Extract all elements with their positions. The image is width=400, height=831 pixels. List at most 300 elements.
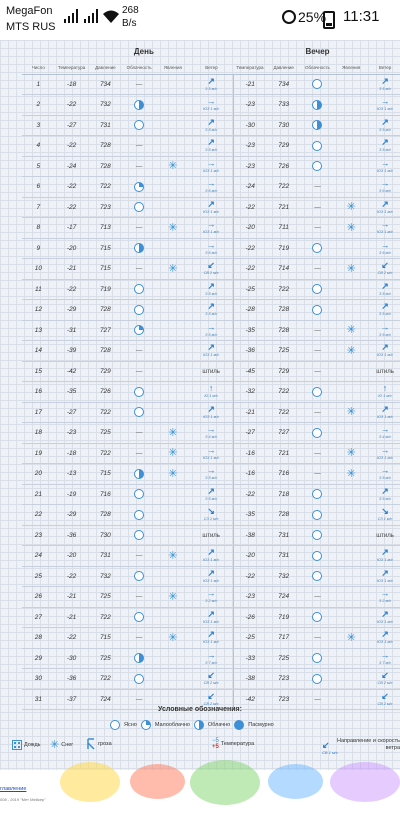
legend-rain: Дождь [24,742,41,748]
day-pressure: 728 [88,136,122,157]
no-cloud-dash: — [135,552,143,560]
snow-icon: ✳ [168,549,178,562]
evening-pressure: 729 [267,136,301,157]
wind-label: ЮЗ 1 м/с [203,640,220,645]
storm-icon [86,738,96,750]
wind-label: ЮЗ 1 м/с [377,640,394,645]
wind-cell [368,548,400,563]
day-wind [190,95,233,116]
wind-arrow-icon: ↙ [381,670,389,681]
wind-cell [368,446,400,461]
day-cloudiness [122,341,156,362]
wind-arrow-icon: ↘ [381,506,389,517]
day-temperature: -20 [55,546,89,567]
wind-arrow-icon: ↗ [381,485,389,496]
day-number: 3 [22,115,55,136]
evening-phenomena [334,156,368,177]
evening-phenomena [334,361,368,382]
wind-cell [190,425,233,440]
wind-cell [190,446,233,461]
day-phenomena [156,566,190,587]
evening-cloudiness [301,628,335,649]
day-pressure: 725 [88,423,122,444]
day-number: 18 [22,423,55,444]
table-row [22,156,400,177]
legend-temperature: Температура [220,741,255,747]
wind-cell [368,343,400,358]
evening-wind [368,628,400,649]
evening-wind [368,197,400,218]
day-phenomena [156,648,190,669]
evening-cloudiness [301,607,335,628]
evening-phenomena [334,115,368,136]
day-pressure: 727 [88,320,122,341]
evening-phenomena [334,566,368,587]
wind-arrow-icon: → [380,588,390,599]
day-cloudiness [122,197,156,218]
day-phenomena [156,300,190,321]
evening-wind [368,464,400,485]
decor-splash-red [130,764,185,799]
day-wind [190,423,233,444]
wind-cell [368,405,400,420]
day-number: 29 [22,648,55,669]
evening-temperature: -25 [233,279,267,300]
snow-icon: ✳ [346,262,356,275]
day-phenomena [156,341,190,362]
table-row [22,74,400,95]
no-cloud-dash: — [314,183,321,191]
overcast-icon [234,720,244,730]
evening-pressure: 722 [267,279,301,300]
evening-pressure: 724 [267,587,301,608]
evening-temperature: -38 [233,525,267,546]
wind-cell [190,589,233,604]
evening-wind [368,238,400,259]
evening-cloudiness [301,95,335,116]
wind-cell [190,548,233,563]
wind-label: З 5 м/с [379,86,392,91]
evening-pressure: 731 [267,546,301,567]
evening-phenomena [334,648,368,669]
day-wind [190,320,233,341]
day-pressure: 715 [88,628,122,649]
evening-cloudiness [301,197,335,218]
footer [0,770,400,831]
clear-icon [134,202,144,212]
wind-arrow-icon: ↗ [381,137,389,148]
wind-cell [368,692,400,707]
wind-arrow-icon: → [380,649,390,660]
wind-label: З 6 м/с [205,189,218,194]
clear-icon [110,720,120,730]
evening-phenomena [334,136,368,157]
wind-label: Ю 1 м/с [378,394,392,399]
wind-cell [190,282,233,297]
evening-phenomena [334,628,368,649]
evening-cloudiness [301,320,335,341]
day-number: 2 [22,95,55,116]
day-pressure: 732 [88,566,122,587]
legend-cloudiness [110,720,274,730]
table-row [22,341,400,362]
wind-calm: штиль [376,532,394,539]
wind-sample-icon: ↙ [322,739,330,750]
table-row [22,115,400,136]
evening-phenomena [334,320,368,341]
day-number: 17 [22,402,55,423]
day-temperature: -29 [55,505,89,526]
snow-icon: ✳ [168,160,178,173]
day-wind [190,566,233,587]
day-pressure: 729 [88,361,122,382]
wind-cell [368,282,400,297]
wind-label: Ю 1 м/с [204,394,218,399]
wind-cell [190,466,233,481]
day-phenomena [156,238,190,259]
snow-icon: ✳ [168,467,178,480]
evening-temperature: -25 [233,628,267,649]
day-cloudiness [122,279,156,300]
signal-icon-2 [84,9,98,23]
clear-icon [312,387,322,397]
day-wind [190,218,233,239]
day-temperature: -22 [55,279,89,300]
wind-label: ЮЗ 1 м/с [377,558,394,563]
wind-label: СВ 2 м/с [203,701,219,706]
battery-fill [326,23,332,27]
legend-snow: Снег [61,742,74,748]
evening-cloudiness [301,259,335,280]
evening-cloudiness [301,546,335,567]
evening-pressure: 725 [267,341,301,362]
day-cloudiness [122,95,156,116]
evening-pressure: 723 [267,689,301,710]
table-row [22,300,400,321]
wind-cell [368,487,400,502]
day-temperature: -22 [55,197,89,218]
no-cloud-dash: — [135,347,143,355]
wind-cell [368,241,400,256]
wind-cell [190,671,233,686]
snow-icon: ✳ [168,426,178,439]
day-cloudiness [122,587,156,608]
evening-pressure: 728 [267,300,301,321]
no-cloud-dash: — [135,449,143,457]
day-wind [190,341,233,362]
evening-temperature: -22 [233,566,267,587]
evening-temperature: -33 [233,648,267,669]
day-number: 7 [22,197,55,218]
evening-wind [368,525,400,546]
day-number: 11 [22,279,55,300]
copyright: 008 - 2019 "Мет Мейкер" [0,797,46,802]
wind-cell [190,610,233,625]
evening-temperature: -23 [233,587,267,608]
wind-label: ЮЗ 1 м/с [377,619,394,624]
wind-label: ЮЗ 1 м/с [203,558,220,563]
col-evening-phenomena: Явления [334,62,368,74]
clear-icon [134,530,144,540]
clear-icon [134,510,144,520]
evening-cloudiness [301,136,335,157]
table-row [22,484,400,505]
evening-phenomena [334,197,368,218]
wind-arrow-icon: → [206,157,216,168]
day-cloudiness [122,628,156,649]
day-number: 5 [22,156,55,177]
wind-cell [190,97,233,112]
wind-arrow-icon: → [206,424,216,435]
wind-arrow-icon: → [206,219,216,230]
wind-arrow-icon: ↗ [381,75,389,86]
wind-label: ЮЗ 1 м/с [203,619,220,624]
network-speed [122,4,139,30]
wind-arrow-icon: → [206,96,216,107]
no-cloud-dash: — [135,367,143,375]
evening-phenomena [334,382,368,403]
evening-pressure: 732 [267,566,301,587]
day-temperature: -18 [55,443,89,464]
wind-cell [368,651,400,666]
day-pressure: 730 [88,525,122,546]
day-pressure: 713 [88,218,122,239]
wind-label: СВ 2 м/с [377,681,393,686]
day-wind [190,74,233,95]
day-cloudiness [122,115,156,136]
day-cloudiness [122,546,156,567]
wind-cell [190,405,233,420]
evening-temperature: -23 [233,95,267,116]
contents-link[interactable]: главление [0,786,27,792]
evening-phenomena [334,587,368,608]
day-phenomena [156,115,190,136]
evening-phenomena [334,95,368,116]
day-temperature: -21 [55,259,89,280]
evening-wind [368,74,400,95]
col-day-temperature: Температура [55,62,89,74]
day-pressure: 728 [88,341,122,362]
wind-cell [368,507,400,522]
col-evening-pressure: Давление [267,62,301,74]
cloudy-icon [134,653,144,663]
evening-pressure: 721 [267,197,301,218]
day-wind [190,361,233,382]
evening-temperature: -23 [233,156,267,177]
wind-label: З 5 м/с [205,476,218,481]
wind-label: З 6 м/с [379,250,392,255]
no-cloud-dash: — [135,265,143,273]
weather-table [22,40,400,710]
wind-arrow-icon: → [206,444,216,455]
no-cloud-dash: — [135,142,143,150]
evening-pressure: 711 [267,218,301,239]
wind-arrow-icon: → [380,465,390,476]
no-cloud-dash: — [314,203,321,211]
wind-arrow-icon: → [380,424,390,435]
evening-phenomena [334,177,368,198]
wind-cell [368,466,400,481]
evening-temperature: -22 [233,259,267,280]
table-row [22,320,400,341]
wind-arrow-icon: ↑ [208,383,214,394]
evening-cloudiness [301,279,335,300]
no-cloud-dash: — [314,593,321,601]
day-cloudiness [122,361,156,382]
day-number: 13 [22,320,55,341]
evening-cloudiness [301,218,335,239]
wind-cell [368,630,400,645]
day-cloudiness [122,320,156,341]
table-row [22,218,400,239]
alarm-icon [282,10,296,24]
evening-temperature: -24 [233,177,267,198]
wind-cell [368,118,400,133]
day-cloudiness [122,382,156,403]
evening-temperature: -23 [233,136,267,157]
evening-temperature: -36 [233,341,267,362]
wind-label: З 2 м/с [379,599,392,604]
evening-pressure: 716 [267,464,301,485]
day-cloudiness [122,669,156,690]
col-number: Число [22,62,55,74]
day-pressure: 716 [88,484,122,505]
snow-icon: ✳ [346,447,356,460]
wind-arrow-icon: → [206,465,216,476]
wind-cell [190,507,233,522]
evening-temperature: -16 [233,443,267,464]
clock: 11:31 [343,8,380,25]
table-row [22,525,400,546]
carrier-1: MegaFon [6,5,53,17]
wind-cell [368,220,400,235]
day-temperature: -29 [55,300,89,321]
table-row [22,238,400,259]
day-temperature: -19 [55,484,89,505]
evening-cloudiness [301,115,335,136]
day-number: 21 [22,484,55,505]
day-temperature: -22 [55,95,89,116]
no-cloud-dash: — [135,695,143,703]
wind-label: З 5 м/с [205,332,218,337]
col-day-cloudiness: Облачность [122,62,156,74]
carrier-2: MTS RUS [6,21,56,33]
day-phenomena [156,197,190,218]
day-phenomena [156,382,190,403]
day-phenomena [156,423,190,444]
evening-temperature: -20 [233,546,267,567]
legend-storm-item [86,738,112,750]
clear-icon [134,612,144,622]
wind-cell [190,569,233,584]
day-cloudiness [122,74,156,95]
day-temperature: -27 [55,402,89,423]
day-wind [190,238,233,259]
evening-wind [368,320,400,341]
clear-icon [312,530,322,540]
day-temperature: -20 [55,238,89,259]
decor-splash-yellow [60,762,120,802]
evening-cloudiness [301,566,335,587]
wind-label: ЮЗ 1 м/с [203,353,220,358]
day-number: 4 [22,136,55,157]
wind-arrow-icon: → [380,444,390,455]
clear-icon [312,551,322,561]
wind-arrow-icon: ↗ [207,280,215,291]
day-cloudiness [122,607,156,628]
evening-header: Вечер [305,46,330,56]
evening-temperature: -35 [233,505,267,526]
wind-label: ЮЗ 1 м/с [203,107,220,112]
evening-phenomena [334,669,368,690]
legend-overcast: Пасмурно [248,722,274,728]
wind-label: ЮЗ 1 м/с [377,230,394,235]
evening-cloudiness [301,177,335,198]
table-row [22,259,400,280]
cloudy-icon [134,100,144,110]
evening-phenomena [334,423,368,444]
day-phenomena [156,136,190,157]
evening-wind [368,95,400,116]
evening-pressure: 728 [267,505,301,526]
day-cloudiness [122,505,156,526]
day-pressure: 728 [88,505,122,526]
day-wind [190,156,233,177]
clear-icon [312,243,322,253]
col-day-wind: Ветер [190,62,233,74]
day-number: 30 [22,669,55,690]
day-pressure: 722 [88,177,122,198]
clear-icon [312,571,322,581]
temperature-sample-icon: −5 [212,738,219,744]
wind-cell [190,200,233,215]
clear-icon [134,120,144,130]
snow-icon: ✳ [346,201,356,214]
wind-label: ЮЗ 1 м/с [377,353,394,358]
evening-cloudiness [301,341,335,362]
wind-label: СЗ 1 м/с [203,517,219,522]
wind-label: З 5 м/с [379,291,392,296]
evening-pressure: 721 [267,443,301,464]
no-cloud-dash: — [314,326,321,334]
wind-cell [190,77,233,92]
wind-cell [190,261,233,276]
wind-cell [190,692,233,707]
day-phenomena [156,587,190,608]
wind-label: З 5 м/с [379,332,392,337]
day-number: 15 [22,361,55,382]
evening-wind [368,566,400,587]
wind-arrow-icon: ↙ [207,690,215,701]
snow-icon: ✳ [168,590,178,603]
wind-arrow-icon: → [380,157,390,168]
wind-label: З 5 м/с [205,148,218,153]
day-cloudiness [122,648,156,669]
evening-temperature: -21 [233,74,267,95]
day-temperature: -21 [55,587,89,608]
day-temperature: -42 [55,361,89,382]
evening-cloudiness [301,74,335,95]
legend-wind: Направление и скорость ветра [336,738,400,752]
day-wind [190,300,233,321]
evening-cloudiness [301,402,335,423]
evening-pressure: 725 [267,648,301,669]
wind-cell [368,425,400,440]
evening-pressure: 731 [267,525,301,546]
day-temperature: -13 [55,464,89,485]
day-temperature: -39 [55,341,89,362]
day-number: 26 [22,587,55,608]
